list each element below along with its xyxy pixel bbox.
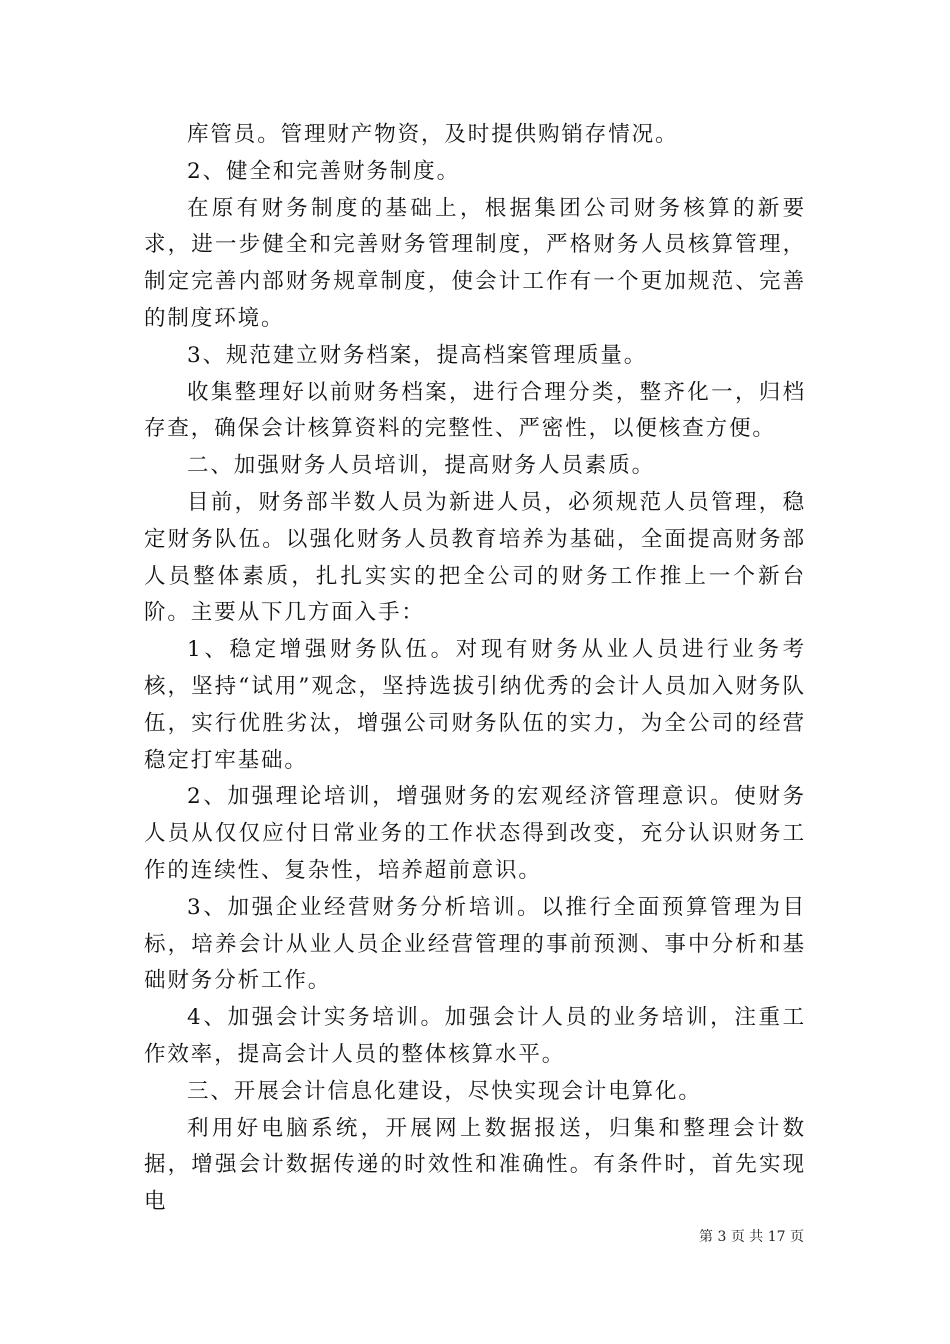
paragraph: 收集整理好以前财务档案，进行合理分类，整齐化一，归档存查，确保会计核算资料的完整性、严密性，以便核查方便。 xyxy=(144,379,806,442)
document-body xyxy=(144,117,806,1221)
paragraph: 3、加强企业经营财务分析培训。以推行全面预算管理为目标，培养会计从业人员企业经营管理的事前预测、事中分析和基础财务分析工作。 xyxy=(144,894,806,994)
paragraph: 库管员。管理财产物资，及时提供购销存情况。 xyxy=(187,122,679,147)
paragraph: 1、稳定增强财务队伍。对现有财务从业人员进行业务考核，坚持“试用”观念，坚持选拔引纳优秀的会计人员加入财务队伍，实行优胜劣汰，增强公司财务队伍的实力，为全公司的经营稳定打牢基础。 xyxy=(144,637,806,773)
section-heading: 二、加强财务人员培训，提高财务人员素质。 xyxy=(187,453,656,479)
paragraph: 目前，财务部半数人员为新进人员，必须规范人员管理，稳定财务队伍。以强化财务人员教育培养为基础，全面提高财务部人员整体素质，扎扎实实的把全公司的财务工作推上一个新台阶。主要从下几方面入手： xyxy=(144,489,806,626)
paragraph: 3、规范建立财务档案，提高档案管理质量。 xyxy=(187,342,648,368)
paragraph: 4、加强会计实务培训。加强会计人员的业务培训，注重工作效率，提高会计人员的整体核算水平。 xyxy=(144,1005,806,1067)
section-heading: 三、开展会计信息化建设，尽快实现会计电算化。 xyxy=(187,1078,702,1104)
paragraph: 在原有财务制度的基础上，根据集团公司财务核算的新要求，进一步健全和完善财务管理制度，严格财务人员核算管理，制定完善内部财务规章制度，使会计工作有一个更加规范、完善的制度环境。 xyxy=(144,195,806,331)
paragraph: 2、健全和完善财务制度。 xyxy=(187,158,460,184)
page-number-footer: 第 3 页 共 17 页 xyxy=(699,1229,804,1245)
paragraph: 2、加强理论培训，增强财务的宏观经济管理意识。使财务人员从仅仅应付日常业务的工作状态得到改变，充分认识财务工作的连续性、复杂性，培养超前意识。 xyxy=(144,784,806,883)
paragraph: 利用好电脑系统，开展网上数据报送，归集和整理会计数据，增强会计数据传递的时效性和准确性。有条件时，首先实现电 xyxy=(144,1115,806,1215)
